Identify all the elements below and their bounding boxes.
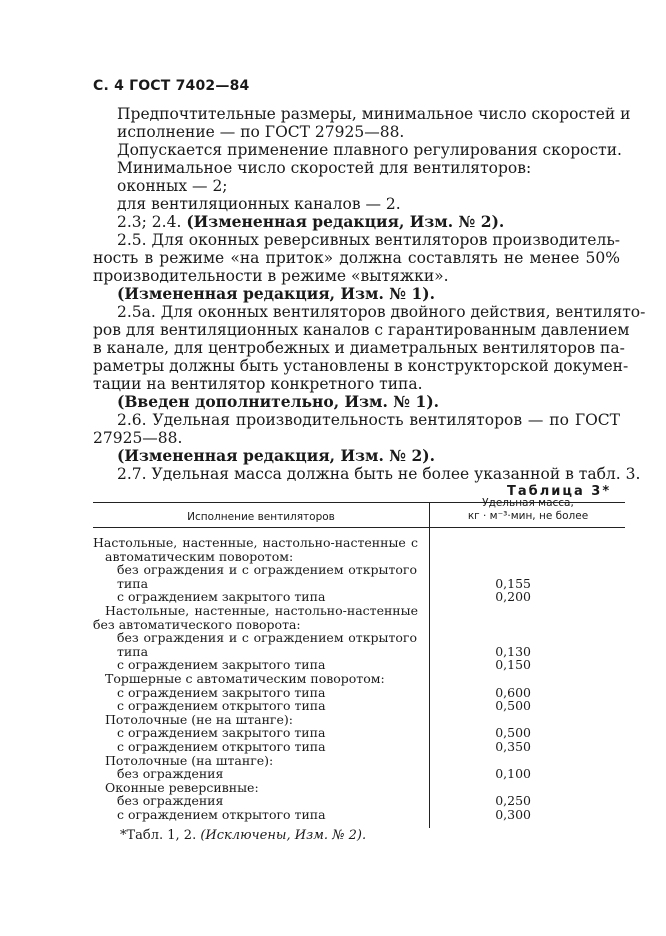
table-row-label: Настольные, настенные, настольно-настенные с: [93, 535, 418, 550]
column-header-mass-line2: кг · м⁻³·мин, не более: [467, 510, 589, 522]
paragraph-line: Минимальное число скоростей для вентиляторов:: [117, 159, 532, 177]
footnote: [120, 828, 366, 843]
column-header-mass-line1: Удельная масса,: [482, 497, 574, 509]
table-row-label: автоматическим поворотом:: [105, 548, 294, 564]
table-row-value: 0,600: [495, 684, 531, 700]
paragraph-line: 2.7. Удельная масса должна быть не более указанной в табл. 3.: [117, 465, 641, 483]
column-header-design: Исполнение вентиляторов: [187, 511, 335, 523]
paragraph-line: производительности в режиме «вытяжки».: [93, 267, 449, 285]
table-row-label: с ограждением закрытого типа: [117, 589, 326, 605]
clause-ref: 2.3; 2.4.: [117, 213, 182, 231]
paragraph-line: 2.5а. Для оконных вентиляторов двойного действия, вентилято-: [117, 303, 646, 321]
table-row-value: 0,155: [495, 575, 531, 591]
table-row-label: типа: [117, 643, 149, 659]
amendment-note: (Измененная редакция, Изм. № 2).: [117, 446, 435, 465]
table-row-label: без ограждения: [117, 766, 224, 782]
paragraph-line: Предпочтительные размеры, минимальное число скоростей и: [117, 105, 631, 123]
column-header-mass: [431, 497, 625, 523]
paragraph-line: исполнение — по ГОСТ 27925—88.: [117, 123, 405, 141]
table-row-label: с ограждением открытого типа: [117, 698, 326, 714]
footnote-ref: *Табл. 1, 2.: [120, 828, 197, 843]
table-row-value: 0,300: [495, 807, 531, 822]
table-header-rule: [93, 527, 625, 528]
table-row-label: с ограждением закрытого типа: [117, 725, 326, 741]
paragraph-line: [117, 213, 504, 231]
paragraph-line: ров для вентиляционных каналов с гарантированным давлением: [93, 321, 630, 339]
table-row-value: 0,100: [495, 766, 531, 782]
table-row-value: 0,250: [495, 793, 531, 809]
paragraph-line: ность в режиме «на приток» должна составлять не менее 50%: [93, 249, 620, 267]
paragraph-line: раметры должны быть установлены в конструкторской докумен-: [93, 357, 629, 375]
amendment-note: (Введен дополнительно, Изм. № 1).: [117, 392, 440, 411]
table-row-label: Торшерные с автоматическим поворотом:: [105, 671, 385, 686]
table-column-divider: [429, 503, 430, 828]
table-row-value: 0,500: [495, 725, 531, 741]
table-row-label: без автоматического поворота:: [93, 616, 301, 632]
footnote-text: (Исключены, Изм. № 2).: [200, 828, 367, 843]
table-row-value: 0,130: [495, 643, 531, 659]
paragraph-line: тации на вентилятор конкретного типа.: [93, 375, 423, 393]
amendment-note: (Измененная редакция, Изм. № 1).: [117, 284, 435, 303]
table-row-label: Оконные реверсивные:: [105, 779, 259, 795]
table-row-label: с ограждением закрытого типа: [117, 657, 326, 673]
table-row-label: Потолочные (не на штанге):: [105, 711, 293, 727]
paragraph-line: 27925—88.: [93, 429, 183, 447]
table-title: Таблица 3*: [507, 484, 612, 499]
paragraph-line: 2.5. Для оконных реверсивных вентиляторов производитель-: [117, 231, 620, 249]
table-row-label: типа: [117, 575, 149, 591]
paragraph-line: для вентиляционных каналов — 2.: [117, 195, 401, 213]
table-row-value: 0,200: [495, 589, 531, 605]
paragraph-line: Допускается применение плавного регулирования скорости.: [117, 141, 622, 159]
table-row-value: 0,350: [495, 739, 531, 754]
table-row-label: Потолочные (на штанге):: [105, 752, 274, 768]
paragraph-line: 2.6. Удельная производительность вентиляторов — по ГОСТ: [117, 411, 620, 429]
table-row-label: с ограждением открытого типа: [117, 807, 326, 822]
table-row-label: Настольные, настенные, настольно-настенные: [105, 603, 418, 618]
table-row-value: 0,150: [495, 657, 531, 673]
table-row-value: 0,500: [495, 698, 531, 714]
amendment-note: (Измененная редакция, Изм. № 2).: [186, 212, 505, 231]
table-row-label: без ограждения и с ограждением открытого: [117, 630, 417, 646]
table-row-label: с ограждением открытого типа: [117, 739, 326, 754]
table-row-label: без ограждения: [117, 793, 224, 809]
paragraph-line: в канале, для центробежных и диаметральных вентиляторов па-: [93, 339, 625, 357]
table-row-label: без ограждения и с ограждением открытого: [117, 562, 417, 578]
table-row-label: с ограждением закрытого типа: [117, 684, 326, 700]
paragraph-line: оконных — 2;: [117, 177, 228, 195]
page-header: С. 4 ГОСТ 7402—84: [93, 78, 250, 94]
